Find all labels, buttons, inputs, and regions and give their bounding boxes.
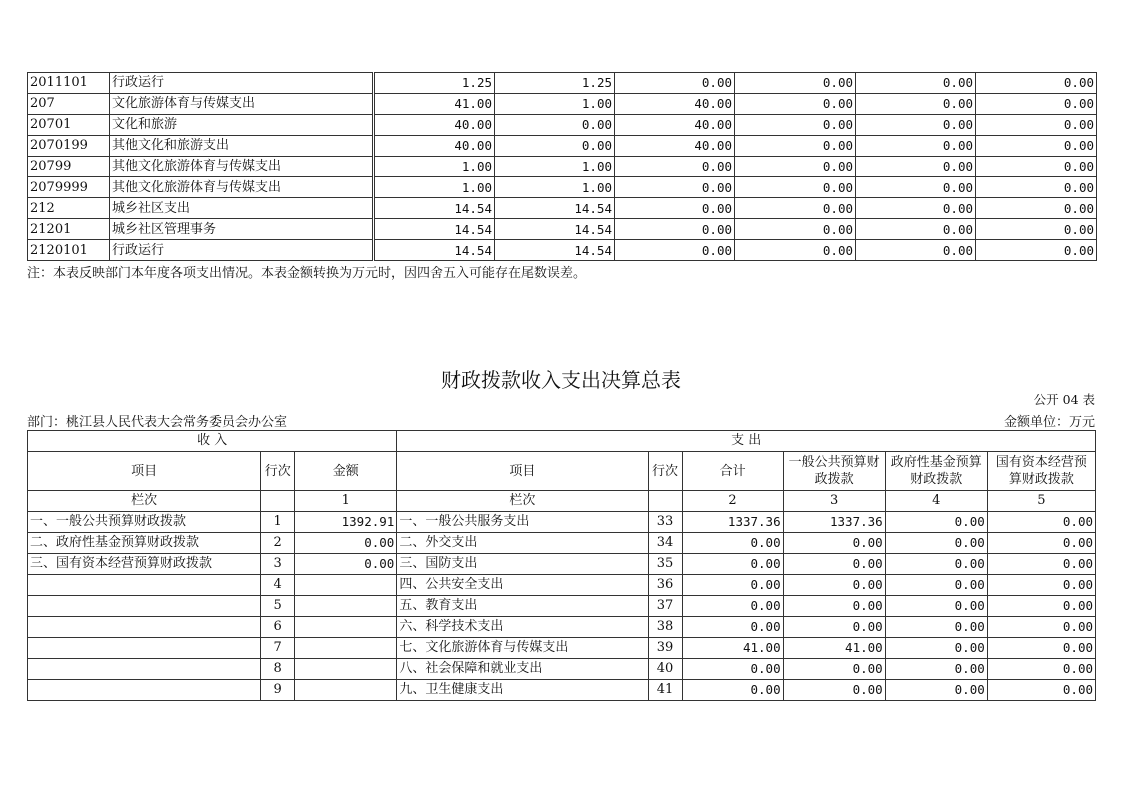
amount-cell: 0.00 [735, 156, 856, 177]
column-index-blank [648, 491, 682, 512]
expense-amount-cell: 0.00 [682, 533, 783, 554]
amount-cell: 40.00 [615, 93, 735, 114]
expense-amount-cell: 0.00 [987, 533, 1095, 554]
column-index-label: 栏次 [397, 491, 648, 512]
expense-amount-cell: 41.00 [682, 638, 783, 659]
amount-cell: 40.00 [615, 114, 735, 135]
expense-row-no-cell: 33 [648, 512, 682, 533]
total-header: 合计 [682, 452, 783, 491]
amount-cell: 0.00 [856, 135, 976, 156]
amount-cell: 0.00 [976, 114, 1097, 135]
subject-code-cell: 2070199 [28, 135, 110, 156]
expense-amount-cell: 0.00 [682, 659, 783, 680]
expense-row-no-header: 行次 [648, 452, 682, 491]
subject-name-cell: 其他文化旅游体育与传媒支出 [110, 156, 374, 177]
income-row-no-cell: 7 [261, 638, 295, 659]
income-amount-cell: 1392.91 [295, 512, 397, 533]
expense-row-no-cell: 38 [648, 617, 682, 638]
table-note: 注：本表反映部门本年度各项支出情况。本表金额转换为万元时，因四舍五入可能存在尾数误差。 [27, 266, 587, 281]
subject-name-cell: 城乡社区支出 [110, 198, 374, 219]
amount-cell: 14.54 [495, 240, 615, 261]
amount-cell: 0.00 [735, 198, 856, 219]
income-amount-cell: 0.00 [295, 554, 397, 575]
subject-code-cell: 2120101 [28, 240, 110, 261]
expense-amount-cell: 0.00 [885, 512, 987, 533]
general-budget-header: 一般公共预算财政拨款 [783, 452, 885, 491]
expense-item-cell: 六、科学技术支出 [397, 617, 648, 638]
column-index-2: 2 [682, 491, 783, 512]
amount-cell: 0.00 [495, 135, 615, 156]
amount-cell: 14.54 [374, 240, 495, 261]
expense-row-no-cell: 36 [648, 575, 682, 596]
subject-code-cell: 2011101 [28, 73, 110, 94]
expense-amount-cell: 0.00 [987, 638, 1095, 659]
expense-amount-cell: 0.00 [885, 533, 987, 554]
gov-fund-header: 政府性基金预算财政拨款 [885, 452, 987, 491]
expense-amount-cell: 0.00 [885, 659, 987, 680]
expense-amount-cell: 41.00 [783, 638, 885, 659]
expense-amount-cell: 0.00 [682, 554, 783, 575]
amount-cell: 0.00 [615, 177, 735, 198]
income-item-cell: 二、政府性基金预算财政拨款 [28, 533, 261, 554]
amount-cell: 0.00 [976, 156, 1097, 177]
income-row-no-cell: 1 [261, 512, 295, 533]
table-row [28, 533, 1096, 554]
income-item-cell [28, 596, 261, 617]
expense-amount-cell: 0.00 [885, 575, 987, 596]
expense-item-header: 项目 [397, 452, 648, 491]
expense-amount-cell: 0.00 [987, 554, 1095, 575]
expense-row-no-cell: 39 [648, 638, 682, 659]
expense-amount-cell: 0.00 [987, 512, 1095, 533]
amount-cell: 0.00 [976, 198, 1097, 219]
expense-row-no-cell: 35 [648, 554, 682, 575]
amount-cell: 1.00 [374, 156, 495, 177]
expense-item-cell: 三、国防支出 [397, 554, 648, 575]
expense-amount-cell: 0.00 [987, 659, 1095, 680]
amount-cell: 0.00 [735, 73, 856, 94]
expense-amount-cell: 0.00 [987, 596, 1095, 617]
income-row-no-cell: 6 [261, 617, 295, 638]
table-row [28, 638, 1096, 659]
amount-cell: 0.00 [976, 73, 1097, 94]
amount-cell: 0.00 [735, 114, 856, 135]
income-row-no-header: 行次 [261, 452, 295, 491]
table-row [28, 596, 1096, 617]
expense-item-cell: 八、社会保障和就业支出 [397, 659, 648, 680]
subject-code-cell: 20701 [28, 114, 110, 135]
income-item-cell: 三、国有资本经营预算财政拨款 [28, 554, 261, 575]
amount-cell: 0.00 [615, 73, 735, 94]
expense-row-no-cell: 40 [648, 659, 682, 680]
subject-code-cell: 207 [28, 93, 110, 114]
table-row [28, 114, 1097, 135]
income-item-header: 项目 [28, 452, 261, 491]
subject-name-cell: 文化和旅游 [110, 114, 374, 135]
amount-cell: 14.54 [495, 219, 615, 240]
table-row [28, 617, 1096, 638]
table-row [28, 198, 1097, 219]
amount-cell: 1.00 [495, 177, 615, 198]
amount-cell: 0.00 [856, 177, 976, 198]
subject-name-cell: 文化旅游体育与传媒支出 [110, 93, 374, 114]
income-item-cell [28, 680, 261, 701]
expense-amount-cell: 0.00 [783, 596, 885, 617]
amount-cell: 0.00 [976, 177, 1097, 198]
income-row-no-cell: 3 [261, 554, 295, 575]
income-item-cell: 一、一般公共预算财政拨款 [28, 512, 261, 533]
table-row [28, 659, 1096, 680]
subject-code-cell: 21201 [28, 219, 110, 240]
column-index-label: 栏次 [28, 491, 261, 512]
amount-cell: 14.54 [374, 219, 495, 240]
column-index-blank [261, 491, 295, 512]
amount-cell: 0.00 [735, 219, 856, 240]
amount-cell: 1.00 [374, 177, 495, 198]
amount-cell: 40.00 [615, 135, 735, 156]
expense-amount-cell: 1337.36 [682, 512, 783, 533]
expense-amount-cell: 0.00 [885, 638, 987, 659]
subject-name-cell: 城乡社区管理事务 [110, 219, 374, 240]
state-capital-header: 国有资本经营预算财政拨款 [987, 452, 1095, 491]
amount-cell: 0.00 [976, 240, 1097, 261]
expense-amount-cell: 0.00 [682, 596, 783, 617]
income-amount-cell [295, 596, 397, 617]
amount-cell: 0.00 [735, 135, 856, 156]
income-row-no-cell: 9 [261, 680, 295, 701]
income-amount-cell [295, 680, 397, 701]
page-title: 财政拨款收入支出决算总表 [441, 368, 681, 392]
amount-cell: 1.00 [495, 93, 615, 114]
expense-item-cell: 二、外交支出 [397, 533, 648, 554]
table-row [28, 177, 1097, 198]
income-header: 收 入 [28, 431, 397, 452]
table-row [28, 156, 1097, 177]
subject-name-cell: 其他文化和旅游支出 [110, 135, 374, 156]
expense-row-no-cell: 37 [648, 596, 682, 617]
table-row [28, 554, 1096, 575]
expense-amount-cell: 0.00 [783, 554, 885, 575]
amount-cell: 0.00 [856, 198, 976, 219]
income-amount-header: 金额 [295, 452, 397, 491]
expense-amount-cell: 0.00 [987, 617, 1095, 638]
income-item-cell [28, 617, 261, 638]
amount-cell: 0.00 [976, 219, 1097, 240]
expense-amount-cell: 0.00 [987, 575, 1095, 596]
amount-cell: 1.00 [495, 156, 615, 177]
amount-cell: 0.00 [856, 73, 976, 94]
expense-amount-cell: 0.00 [885, 617, 987, 638]
income-row-no-cell: 5 [261, 596, 295, 617]
income-item-cell [28, 575, 261, 596]
amount-cell: 0.00 [856, 240, 976, 261]
subject-name-cell: 行政运行 [110, 73, 374, 94]
expense-item-cell: 七、文化旅游体育与传媒支出 [397, 638, 648, 659]
income-row-no-cell: 2 [261, 533, 295, 554]
expense-row-no-cell: 34 [648, 533, 682, 554]
income-row-no-cell: 8 [261, 659, 295, 680]
expense-amount-cell: 0.00 [783, 575, 885, 596]
form-code: 公开 04 表 [1033, 392, 1095, 407]
amount-cell: 0.00 [735, 177, 856, 198]
income-amount-cell [295, 617, 397, 638]
expense-item-cell: 九、卫生健康支出 [397, 680, 648, 701]
income-amount-cell [295, 575, 397, 596]
expense-amount-cell: 0.00 [885, 680, 987, 701]
expense-amount-cell: 0.00 [783, 659, 885, 680]
subject-code-cell: 2079999 [28, 177, 110, 198]
table-row [28, 512, 1096, 533]
amount-cell: 14.54 [374, 198, 495, 219]
income-amount-cell [295, 659, 397, 680]
amount-cell: 0.00 [856, 114, 976, 135]
amount-cell: 0.00 [976, 93, 1097, 114]
table-row [28, 219, 1097, 240]
table-row [28, 135, 1097, 156]
column-index-4: 4 [885, 491, 987, 512]
expense-amount-cell: 0.00 [783, 617, 885, 638]
expense-item-cell: 四、公共安全支出 [397, 575, 648, 596]
expense-amount-cell: 0.00 [885, 596, 987, 617]
expense-amount-cell: 0.00 [682, 617, 783, 638]
amount-cell: 0.00 [856, 219, 976, 240]
table-row [28, 93, 1097, 114]
amount-cell: 0.00 [615, 156, 735, 177]
expense-amount-cell: 0.00 [682, 575, 783, 596]
expense-amount-cell: 0.00 [682, 680, 783, 701]
table-row [28, 575, 1096, 596]
amount-cell: 0.00 [735, 93, 856, 114]
expense-amount-cell: 0.00 [885, 554, 987, 575]
expense-row-no-cell: 41 [648, 680, 682, 701]
subject-code-cell: 20799 [28, 156, 110, 177]
expense-amount-cell: 1337.36 [783, 512, 885, 533]
table-row [28, 73, 1097, 94]
table-row [28, 240, 1097, 261]
fiscal-summary-table [27, 430, 1096, 701]
amount-cell: 0.00 [856, 156, 976, 177]
table-row [28, 680, 1096, 701]
amount-cell: 40.00 [374, 114, 495, 135]
amount-cell: 0.00 [615, 219, 735, 240]
column-index-1: 1 [295, 491, 397, 512]
subject-code-cell: 212 [28, 198, 110, 219]
unit-label: 金额单位：万元 [1003, 415, 1095, 430]
expense-amount-cell: 0.00 [783, 533, 885, 554]
income-row-no-cell: 4 [261, 575, 295, 596]
amount-cell: 1.25 [374, 73, 495, 94]
amount-cell: 0.00 [856, 93, 976, 114]
income-item-cell [28, 659, 261, 680]
expense-item-cell: 五、教育支出 [397, 596, 648, 617]
department-label: 部门：桃江县人民代表大会常务委员会办公室 [27, 415, 288, 430]
amount-cell: 1.25 [495, 73, 615, 94]
amount-cell: 0.00 [495, 114, 615, 135]
amount-cell: 0.00 [615, 240, 735, 261]
amount-cell: 0.00 [735, 240, 856, 261]
expense-detail-table [27, 72, 1097, 261]
expense-amount-cell: 0.00 [783, 680, 885, 701]
income-amount-cell: 0.00 [295, 533, 397, 554]
amount-cell: 0.00 [615, 198, 735, 219]
subject-name-cell: 其他文化旅游体育与传媒支出 [110, 177, 374, 198]
amount-cell: 41.00 [374, 93, 495, 114]
income-item-cell [28, 638, 261, 659]
amount-cell: 0.00 [976, 135, 1097, 156]
income-amount-cell [295, 638, 397, 659]
subject-name-cell: 行政运行 [110, 240, 374, 261]
column-index-5: 5 [987, 491, 1095, 512]
amount-cell: 40.00 [374, 135, 495, 156]
expense-amount-cell: 0.00 [987, 680, 1095, 701]
expense-header: 支 出 [397, 431, 1096, 452]
amount-cell: 14.54 [495, 198, 615, 219]
column-index-3: 3 [783, 491, 885, 512]
expense-item-cell: 一、一般公共服务支出 [397, 512, 648, 533]
